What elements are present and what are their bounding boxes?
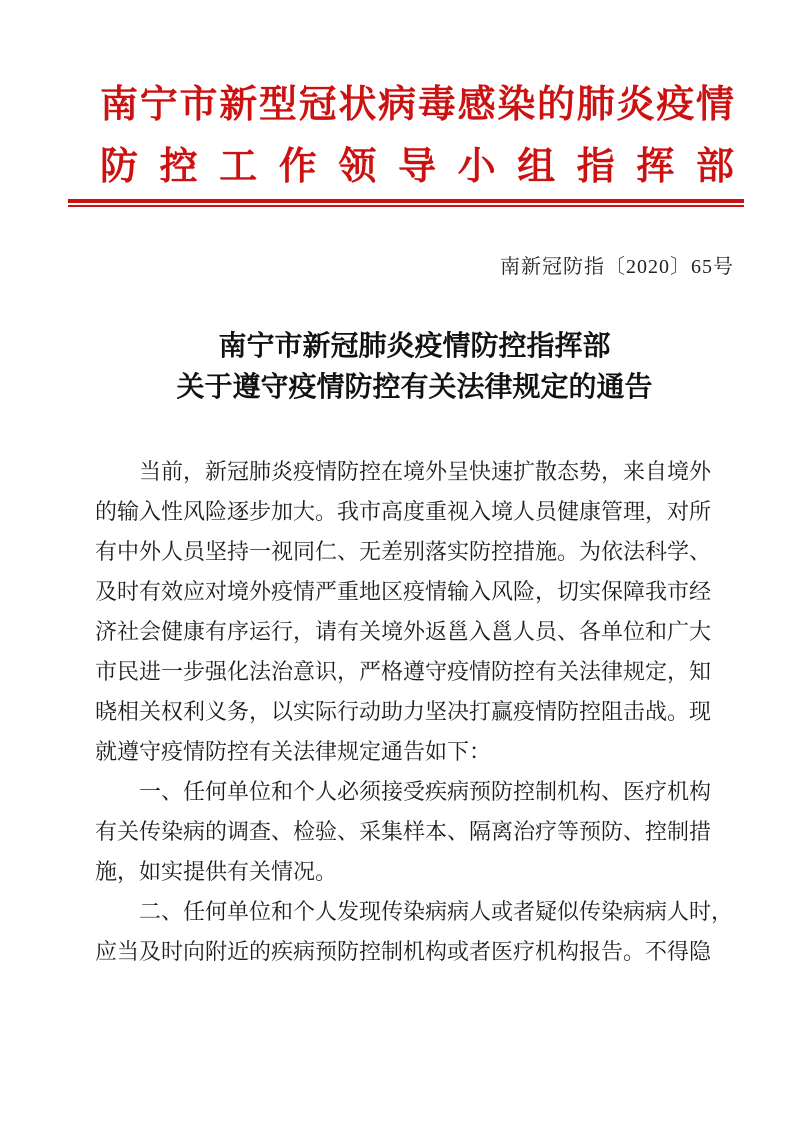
body-line: 晓相关权利义务，以实际行动助力坚决打赢疫情防控阻击战。现 xyxy=(95,699,712,724)
letterhead-line1: 南宁市新型冠状病毒感染的肺炎疫情 xyxy=(100,84,734,126)
rule-thin-line xyxy=(68,205,744,207)
body-line: 应当及时向附近的疾病预防控制机构或者医疗机构报告。不得隐 xyxy=(95,939,712,964)
body-line: 二、任何单位和个人发现传染病病人或者疑似传染病病人时， xyxy=(95,899,734,924)
notice-title xyxy=(95,326,734,408)
body-line: 有中外人员坚持一视同仁、无差别落实防控措施。为依法科学、 xyxy=(95,539,712,564)
body-line: 济社会健康有序运行，请有关境外返邕入邕人员、各单位和广大 xyxy=(95,619,712,644)
body-line: 及时有效应对境外疫情严重地区疫情输入风险，切实保障我市经 xyxy=(95,579,712,604)
notice-title-line1: 南宁市新冠肺炎疫情防控指挥部 xyxy=(218,331,611,362)
body-line: 有关传染病的调查、检验、采集样本、隔离治疗等预防、控制措 xyxy=(95,819,712,844)
letterhead xyxy=(100,74,734,198)
document-number: 南新冠防指〔2020〕65号 xyxy=(500,256,734,278)
letterhead-line2: 防控工作领导小组指挥部 xyxy=(100,146,734,188)
body-line: 的输入性风险逐步加大。我市高度重视入境人员健康管理，对所 xyxy=(95,499,712,524)
body-line: 当前，新冠肺炎疫情防控在境外呈快速扩散态势，来自境外 xyxy=(95,459,712,484)
document-body xyxy=(95,452,735,972)
body-line: 一、任何单位和个人必须接受疾病预防控制机构、医疗机构 xyxy=(95,779,712,804)
body-line: 施，如实提供有关情况。 xyxy=(95,859,338,884)
notice-title-line2: 关于遵守疫情防控有关法律规定的通告 xyxy=(176,372,653,403)
body-line: 就遵守疫情防控有关法律规定通告如下： xyxy=(95,739,492,764)
red-divider-rule xyxy=(68,199,744,207)
body-line: 市民进一步强化法治意识，严格遵守疫情防控有关法律规定，知 xyxy=(95,659,712,684)
